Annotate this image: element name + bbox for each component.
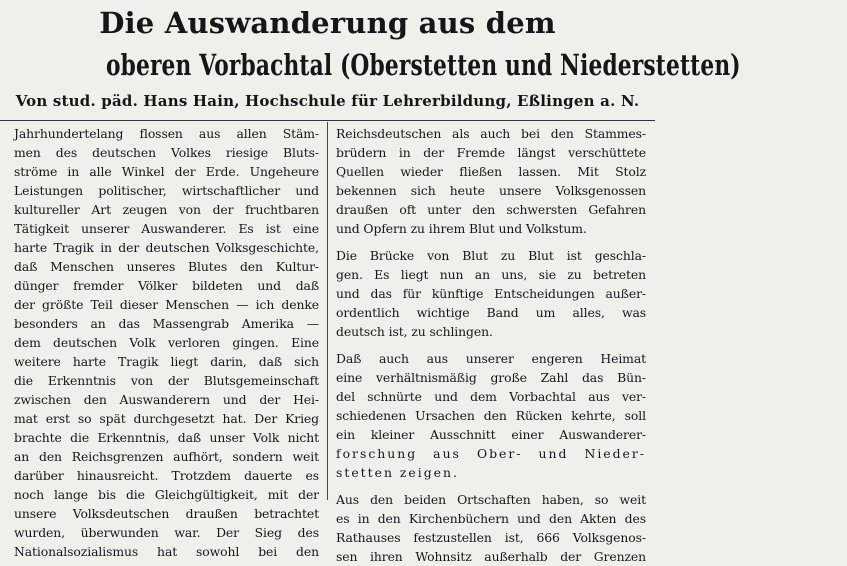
- text-line: darüber hinausreicht. Trotzdem dauerte es: [14, 468, 319, 483]
- text-line: sen ihren Wohnsitz außerhalb der Grenzen: [336, 549, 646, 564]
- text-line: besonders an das Massengrab Amerika —: [14, 316, 319, 331]
- text-line: noch lange bis die Gleichgültigkeit, mit der: [14, 487, 319, 502]
- text-line: ströme in alle Winkel der Erde. Ungeheure: [14, 164, 319, 179]
- text-line: dem deutschen Volk verloren gingen. Eine: [14, 335, 319, 350]
- text-line: Daß auch aus unserer engeren Heimat: [336, 351, 646, 366]
- paragraph: [336, 246, 646, 341]
- text-line: eine verhältnismäßig große Zahl das Bün-: [336, 370, 646, 385]
- text-line: ordentlich wichtige Band um alles, was: [336, 305, 646, 320]
- text-line: Jahrhundertelang flossen aus allen Stäm-: [14, 126, 319, 141]
- text-line: draußen oft unter den schwersten Gefahren: [336, 202, 646, 217]
- byline: Von stud. päd. Hans Hain, Hochschule für Lehrerbildung, Eßlingen a. N.: [15, 92, 640, 110]
- column-divider: [327, 122, 328, 500]
- text-line: daß Menschen unseres Blutes den Kultur-: [14, 259, 319, 274]
- text-line: stetten zeigen.: [336, 465, 459, 480]
- text-line: ein kleiner Ausschnitt einer Auswanderer-: [336, 427, 646, 442]
- text-line: Leistungen politischer, wirtschaftlicher und: [14, 183, 319, 198]
- text-line: der größte Teil dieser Menschen — ich denke: [14, 297, 319, 312]
- text-line: Die Brücke von Blut zu Blut ist geschla-: [336, 248, 646, 263]
- text-line: del schnürte und dem Vorbachtal aus ver-: [336, 389, 646, 404]
- text-line: weitere harte Tragik liegt darin, daß sich: [14, 354, 319, 369]
- paragraph: [336, 124, 646, 238]
- text-line: Tätigkeit unserer Auswanderer. Es ist eine: [14, 221, 319, 236]
- text-line: und das für künftige Entscheidungen außer-: [336, 286, 646, 301]
- text-line: Quellen wieder fließen lassen. Mit Stolz: [336, 164, 646, 179]
- text-line: Rathauses festzustellen ist, 666 Volksgenos-: [336, 530, 646, 545]
- text-line: brachte die Erkenntnis, daß unser Volk nicht: [14, 430, 319, 445]
- paragraph: [14, 124, 319, 561]
- text-line: wurden, überwunden war. Der Sieg des: [14, 525, 319, 540]
- text-line: die Erkenntnis von der Blutsgemeinschaft: [14, 373, 319, 388]
- text-line: Aus den beiden Ortschaften haben, so weit: [336, 492, 646, 507]
- paragraph: [336, 349, 646, 482]
- text-line: men des deutschen Volkes riesige Bluts-: [14, 145, 319, 160]
- text-line: dünger fremder Völker bildeten und daß: [14, 278, 319, 293]
- paragraph: [336, 490, 646, 566]
- text-line: mat erst so spät durchgesetzt hat. Der Krieg: [14, 411, 319, 426]
- text-line: schiedenen Ursachen den Rücken kehrte, soll: [336, 408, 646, 423]
- text-line: kultureller Art zeugen von der fruchtbaren: [14, 202, 319, 217]
- text-line: es in den Kirchenbüchern und den Akten des: [336, 511, 646, 526]
- text-line: bekennen sich heute unsere Volksgenossen: [336, 183, 646, 198]
- text-line: gen. Es liegt nun an uns, sie zu betreten: [336, 267, 646, 282]
- headline-line-2: oberen Vorbachtal (Oberstetten und Niederstetten): [105, 48, 741, 82]
- text-line: an den Reichsgrenzen aufhört, sondern weit: [14, 449, 319, 464]
- text-line: und Opfern zu ihrem Blut und Volkstum.: [336, 221, 587, 236]
- text-line: brüdern in der Fremde längst verschüttete: [336, 145, 646, 160]
- headline-line-1: Die Auswanderung aus dem: [99, 6, 556, 40]
- text-line: Nationalsozialismus hat sowohl bei den: [14, 544, 319, 559]
- header-divider: [0, 120, 655, 121]
- text-line: zwischen den Auswanderern und der Hei-: [14, 392, 319, 407]
- text-line: harte Tragik in der deutschen Volksgeschichte,: [14, 240, 319, 255]
- article-column-left: [14, 124, 319, 561]
- text-line: deutsch ist, zu schlingen.: [336, 324, 493, 339]
- text-line: Reichsdeutschen als auch bei den Stammes-: [336, 126, 646, 141]
- text-line: forschung aus Ober- und Nieder-: [336, 446, 646, 461]
- article-column-right: [336, 124, 646, 566]
- text-line: unsere Volksdeutschen draußen betrachtet: [14, 506, 319, 521]
